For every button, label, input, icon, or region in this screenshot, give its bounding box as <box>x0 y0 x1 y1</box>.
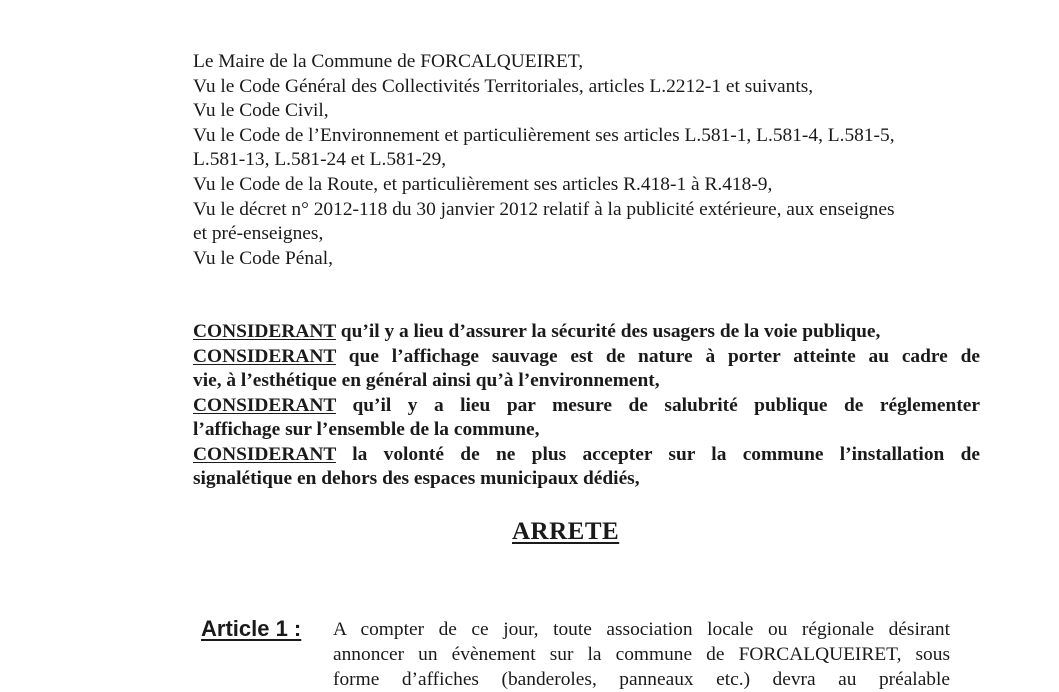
considerant-text: qu’il y a lieu par mesure de salubrité publique de réglementer <box>335 394 980 416</box>
considerant-4 <box>193 443 980 468</box>
preamble-line: et pré-enseignes, <box>193 223 324 245</box>
preamble-line: Vu le Code de l’Environnement et particulièrement ses articles L.581-1, L.581-4, L.581-5, <box>193 124 895 146</box>
considerant-3 <box>193 394 980 419</box>
preamble-line: Le Maire de la Commune de FORCALQUEIRET, <box>193 51 584 72</box>
considerant-2 <box>193 345 980 370</box>
article-1-label: Article 1 : <box>201 616 302 641</box>
considerant-keyword: CONSIDERANT <box>193 394 336 416</box>
article-1-line: forme d’affiches (banderoles, panneaux etc.) devra au préalable <box>333 669 950 690</box>
considerant-3-continued: l’affichage sur l’ensemble de la commune, <box>193 419 540 440</box>
article-1-line: annoncer un évènement sur la commune de FORCALQUEIRET, sous <box>333 644 950 665</box>
preamble-line: L.581-13, L.581-24 et L.581-29, <box>193 149 447 171</box>
preamble-line: Vu le décret n° 2012-118 du 30 janvier 2012 relatif à la publicité extérieure, aux enseignes <box>193 198 895 220</box>
considerant-keyword: CONSIDERANT <box>193 443 336 465</box>
considerant-keyword: CONSIDERANT <box>193 321 336 342</box>
considerant-keyword: CONSIDERANT <box>193 345 336 367</box>
considerant-text: la volonté de ne plus accepter sur la commune l’installation de <box>335 443 980 465</box>
considerant-text: qu’il y a lieu d’assurer la sécurité des usagers de la voie publique, <box>335 321 881 342</box>
article-1-body <box>333 617 950 692</box>
considerant-text: que l’affichage sauvage est de nature à porter atteinte au cadre de <box>335 345 980 367</box>
preamble-line: Vu le Code Civil, <box>193 100 329 122</box>
considerant-4-continued: signalétique en dehors des espaces municipaux dédiés, <box>193 468 640 489</box>
considerants <box>193 320 980 492</box>
preamble-line: Vu le Code Pénal, <box>193 247 333 269</box>
considerant-2-continued: vie, à l’esthétique en général ainsi qu’à l’environnement, <box>193 370 660 391</box>
preamble-line: Vu le Code de la Route, et particulièrement ses articles R.418-1 à R.418-9, <box>193 173 773 195</box>
preamble <box>193 50 983 271</box>
decision-title: ARRETE <box>512 518 620 545</box>
article-1-line: A compter de ce jour, toute association locale ou régionale désirant <box>333 619 950 640</box>
preamble-line: Vu le Code Général des Collectivités Territoriales, articles L.2212-1 et suivants, <box>193 75 814 97</box>
considerant-1 <box>193 320 980 345</box>
